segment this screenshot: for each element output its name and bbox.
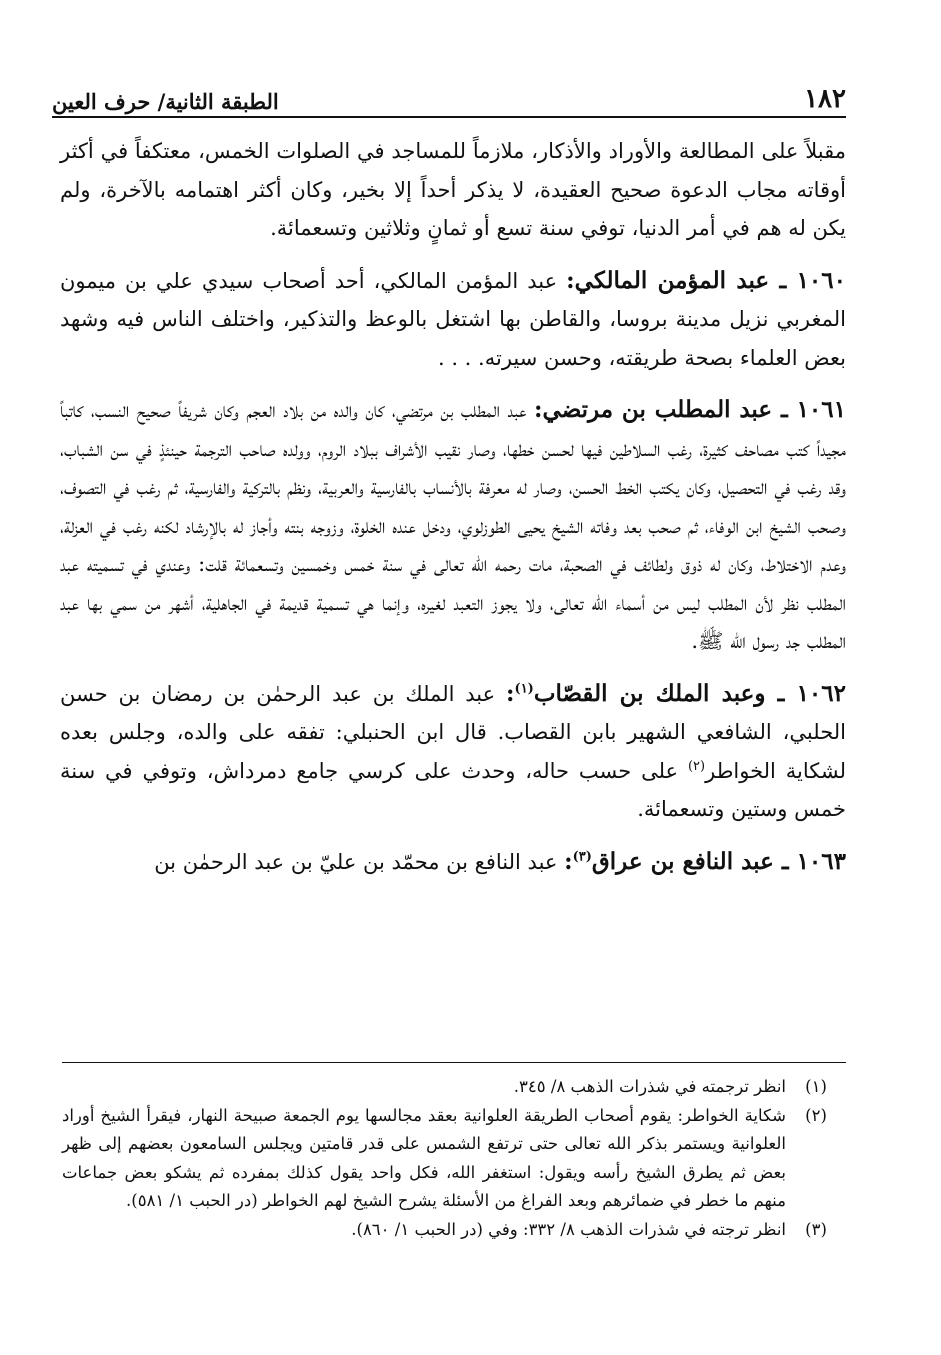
entry-heading — [506, 680, 846, 707]
footnote-text: شكاية الخواطر: يقوم أصحاب الطريقة العلوانية بعقد مجالسها يوم الجمعة صبيحة النهار، فيقرأ الشيخ أوراد العلوانية ويستمر بذكر الله تعالى حتى ترتفع الشمس على قدر قامتين ويجلس السامعون بعضهم إلى ظهر بعض ثم يطرق الشيخ رأسه ويقول: استغفر الله، فكل واحد يقول كذلك بمفرده ثم يشكو بعض جماعات منهم ما خطر في ضمائرهم وبعد الفراغ من الأسئلة يشرح الشيخ لهم الخواطر (در الحبب ١/ ٥٨١). — [62, 1105, 786, 1210]
footnote-text: انظر ترجته في شذرات الذهب ٨/ ٣٣٢: وفي (در الحبب ١/ ٨٦٠). — [351, 1219, 786, 1239]
entry-heading: ١٠٦١ ـ عبد المطلب بن مرتضي: — [534, 396, 846, 423]
main-text — [60, 132, 846, 881]
footnotes — [62, 1062, 846, 1244]
entry-text: عبد المؤمن المالكي، أحد أصحاب سيدي علي بن ميمون المغربي نزيل مدينة بروسا، والقاطن بها اشتغل بالوعظ والتذكير، واختلف الناس فيه وشهد بعض العلماء بصحة طريقته، وحسن سيرته. . . . — [60, 268, 846, 370]
entry-heading: ١٠٦٠ ـ عبد المؤمن المالكي: — [566, 266, 846, 294]
entry-heading-text: ١٠٦٢ ـ وعبد الملك بن القصّاب — [533, 679, 846, 707]
entry-1061 — [60, 391, 846, 661]
footnote-marker: (٢) — [687, 758, 706, 774]
entry-heading-colon: : — [506, 679, 515, 707]
entry-heading — [564, 848, 846, 875]
page-number: ١٨٢ — [804, 84, 846, 114]
footnote-number: (٣) — [805, 1219, 827, 1239]
footnote-number: (٢) — [805, 1105, 827, 1125]
entry-text: عبد الملك بن عبد الرحمٰن بن رمضان بن حسن الحلبي، الشافعي الشهير بابن القصاب. قال ابن الحنبلي: تفقه على والده، وجلس بعده لشكاية الخواطر — [60, 681, 846, 783]
running-title: الطبقة الثانية/ حرف العين — [52, 89, 279, 114]
footnote-marker: (٣) — [572, 848, 592, 864]
entry-text: عبد المطلب بن مرتضي، كان والده من بلاد العجم وكان شريفاً صحيح النسب، كاتباً مجيداً كتب مصاحف كثيرة، رغب السلاطين فيها لحسن خطها، وصار نقيب الأشراف ببلاد الروم، وولده صاحب الترجمة حينئذٍ في سن الشباب، وقد رغب في التحصيل، وكان يكتب الخط الحسن، وصار له معرفة بالأنساب بالفارسية والعربية، ونظم بالتركية والفارسية، ثم رغب في التصوف، وصحب الشيخ ابن الوفاء، ثم صحب بعد وفاته الشيخ يحيى الطوزلوي، ودخل عنده الخلوة، وزوجه بنته وأجاز له بالإرشاد لكنه رغب في العزلة، وعدم الاختلاط، وكان له ذوق ولطائف في الصحبة، مات رحمه الله تعالى في سنة خمس وخمسين وتسعمائة قلت: وعندي في تسميته عبد المطلب نظر لأن المطلب ليس من أسماء الله تعالى، ولا يجوز التعبد لغيره، وإنما هي تسمية قديمة في الجاهلية، أشهر من سمي بها عبد المطلب جد رسول الله ﷺ. — [60, 398, 846, 653]
entry-text: عبد النافع بن محمّد بن عليّ بن عبد الرحمٰن بن — [154, 849, 558, 874]
entry-1060 — [60, 262, 846, 378]
entry-heading-text: ١٠٦٣ ـ عبد النافع بن عراق — [591, 847, 846, 875]
footnote-2 — [62, 1102, 846, 1216]
footnote-number: (١) — [805, 1077, 827, 1096]
footnote-1 — [62, 1073, 846, 1102]
page-header — [52, 72, 846, 118]
entry-text-continued: على حسب حاله، وحدث على كرسي جامع دمرداش، وتوفي في سنة خمس وستين وتسعمائة. — [60, 758, 846, 821]
footnote-marker: (١) — [514, 680, 534, 696]
footnote-3 — [62, 1216, 846, 1245]
entry-heading-colon: : — [564, 847, 573, 875]
entry-1062 — [60, 675, 846, 829]
footnote-text: انظر ترجمته في شذرات الذهب ٨/ ٣٤٥. — [513, 1077, 786, 1096]
intro-paragraph: مقبلاً على المطالعة والأوراد والأذكار، ملازماً للمساجد في الصلوات الخمس، معتكفاً في أكثر أوقاته مجاب الدعوة صحيح العقيدة، لا يذكر أحداً إلا بخير، وكان أكثر اهتمامه بالآخرة، ولم يكن له هم في أمر الدنيا، توفي سنة تسع أو ثمانٍ وثلاثين وتسعمائة. — [60, 139, 846, 240]
entry-1063 — [60, 843, 846, 882]
